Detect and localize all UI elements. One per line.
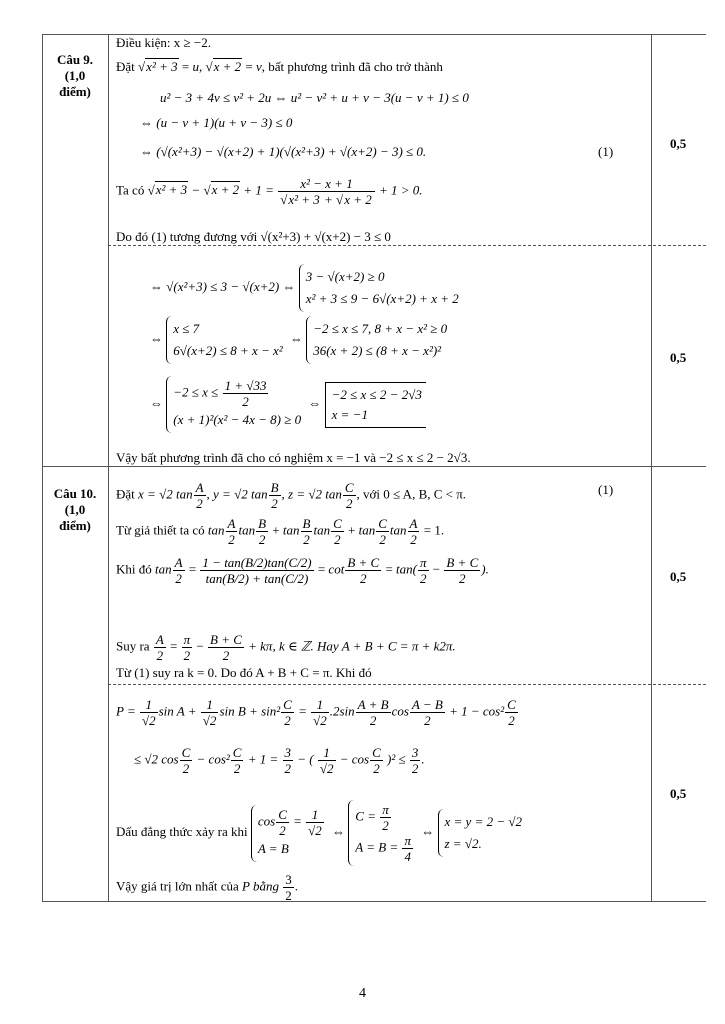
question-points-unit: điểm) bbox=[59, 84, 91, 99]
question-10-label bbox=[42, 486, 108, 534]
q9-system-3: ⇔ −2 ≤ x ≤ $\frac{1 + √33}{2}$ (x + 1)²(x² − 4x − 8) ≥ 0 ⇔ −2 ≤ x ≤ 2 − 2√3 x = −1 bbox=[150, 376, 426, 433]
q9-equation-3: ⇔ (√(x²+3) − √(x+2) + 1)(√(x²+3) + √(x+2) − 3) ≤ 0. bbox=[140, 144, 427, 159]
q10-k-zero: Từ (1) suy ra k = 0. Do đó A + B + C = π. Khi đó bbox=[116, 665, 372, 680]
q10-tan-identity: Khi đó tan $\frac{A}{2}$ = $\frac{1 - \tan(B/2)\tan(C/2)}{\tan(B/2) + \tan(C/2)}$ = cot $\frac{B + C}{2}$ = tan( $\frac{\pi}{2}$ − $\frac{B + C}{2}$ ). bbox=[116, 555, 489, 586]
q10-p-bound: ≤ √2 cos $\frac{C}{2}$ − cos² $\frac{C}{2}$ + 1 = $\frac{3}{2}$ − ( $\frac{1}{√2}$ − cos $\frac{C}{2}$ )² ≤ $\frac{3}{2}$ . bbox=[134, 745, 425, 776]
question-points: (1,0 bbox=[64, 68, 86, 83]
q9-substitution: Đặt √x² + 3 = u, √x + 2 = v, bất phương trình đã cho trở thành bbox=[116, 59, 443, 74]
score-q10-part1: 0,5 bbox=[670, 569, 687, 584]
score-q9-part2: 0,5 bbox=[670, 350, 687, 365]
q10-hypothesis: Từ giả thiết ta có tan $\frac{A}{2}$ tan $\frac{B}{2}$ + tan $\frac{B}{2}$ tan $\frac{C}{2}$ + tan $\frac{C}{2}$ tan $\frac{A}{2}$ = 1. bbox=[116, 516, 445, 547]
q9-system-1: ⇔ √(x²+3) ≤ 3 − √(x+2) ⇔ 3 − √(x+2) ≥ 0 x² + 3 ≤ 9 − 6√(x+2) + x + 2 bbox=[150, 264, 463, 312]
q9-note: Ta có √x² + 3 − √x + 2 + 1 = $\frac{\text{x² − x + 1}}{\text{√x² + 3 + √x + 2}}$ + 1 > 0. bbox=[116, 176, 423, 207]
q10-p-expression: P = $\frac{1}{√2}$ sin A + $\frac{1}{√2}$ sin B + sin² $\frac{C}{2}$ = $\frac{1}{√2}$ .2sin $\frac{A + B}{2}$ cos $\frac{A - B}{2}$ + 1 − cos² $\frac{C}{2}$ bbox=[116, 697, 516, 728]
q10-tag-1: (1) bbox=[598, 482, 614, 497]
q10-substitution: Đặt x = √2 tan $\frac{A}{2}$ , y = √2 tan $\frac{B}{2}$ , z = √2 tan $\frac{C}{2}$ , với 0 ≤ A, B, C < π. bbox=[116, 480, 467, 511]
q9-conclusion: Vậy bất phương trình đã cho có nghiệm x = −1 và −2 ≤ x ≤ 2 − 2√3. bbox=[116, 450, 471, 465]
q9-tag-1: (1) bbox=[598, 144, 614, 159]
score-q9-part1: 0,5 bbox=[670, 136, 687, 151]
q10-deduce: Suy ra $\frac{A}{2}$ = $\frac{\pi}{2}$ − $\frac{B + C}{2}$ + kπ, k ∈ ℤ. Hay A + B + C = π + k2π. bbox=[116, 632, 456, 663]
q10-equality: Dấu đẳng thức xảy ra khi cos $\frac{C}{2}$ = $\frac{1}{√2}$ A = B ⇔ C = $\frac{\pi}{2}$ A = B = $\frac{\pi}{4}$ ⇔ x = y = 2 − √2 z = √2. bbox=[116, 800, 526, 866]
q9-condition: Điều kiện: x ≥ −2. bbox=[116, 35, 211, 50]
q9-equation-1: u² − 3 + 4v ≤ v² + 2u ⇔ u² − v² + u + v − 3(u − v + 1) ≤ 0 bbox=[160, 90, 469, 105]
question-title: Câu 10. bbox=[53, 486, 97, 501]
page-number: 4 bbox=[359, 986, 366, 1001]
q9-equation-2: ⇔ (u − v + 1)(u + v − 3) ≤ 0 bbox=[140, 115, 293, 130]
q9-equivalence: Do đó (1) tương đương với √(x²+3) + √(x+2) − 3 ≤ 0 bbox=[116, 229, 391, 244]
score-q10-part2: 0,5 bbox=[670, 786, 687, 801]
question-points-unit: điểm) bbox=[59, 518, 91, 533]
question-9-label bbox=[42, 52, 108, 100]
question-title: Câu 9. bbox=[56, 52, 94, 67]
q9-system-2: ⇔ x ≤ 7 6√(x+2) ≤ 8 + x − x² ⇔ −2 ≤ x ≤ 7, 8 + x − x² ≥ 0 36(x + 2) ≤ (8 + x − x²)² bbox=[150, 316, 451, 364]
question-points: (1,0 bbox=[64, 502, 86, 517]
q10-conclusion: Vậy giá trị lớn nhất của P bằng $\frac{3}{2}$ . bbox=[116, 872, 298, 903]
